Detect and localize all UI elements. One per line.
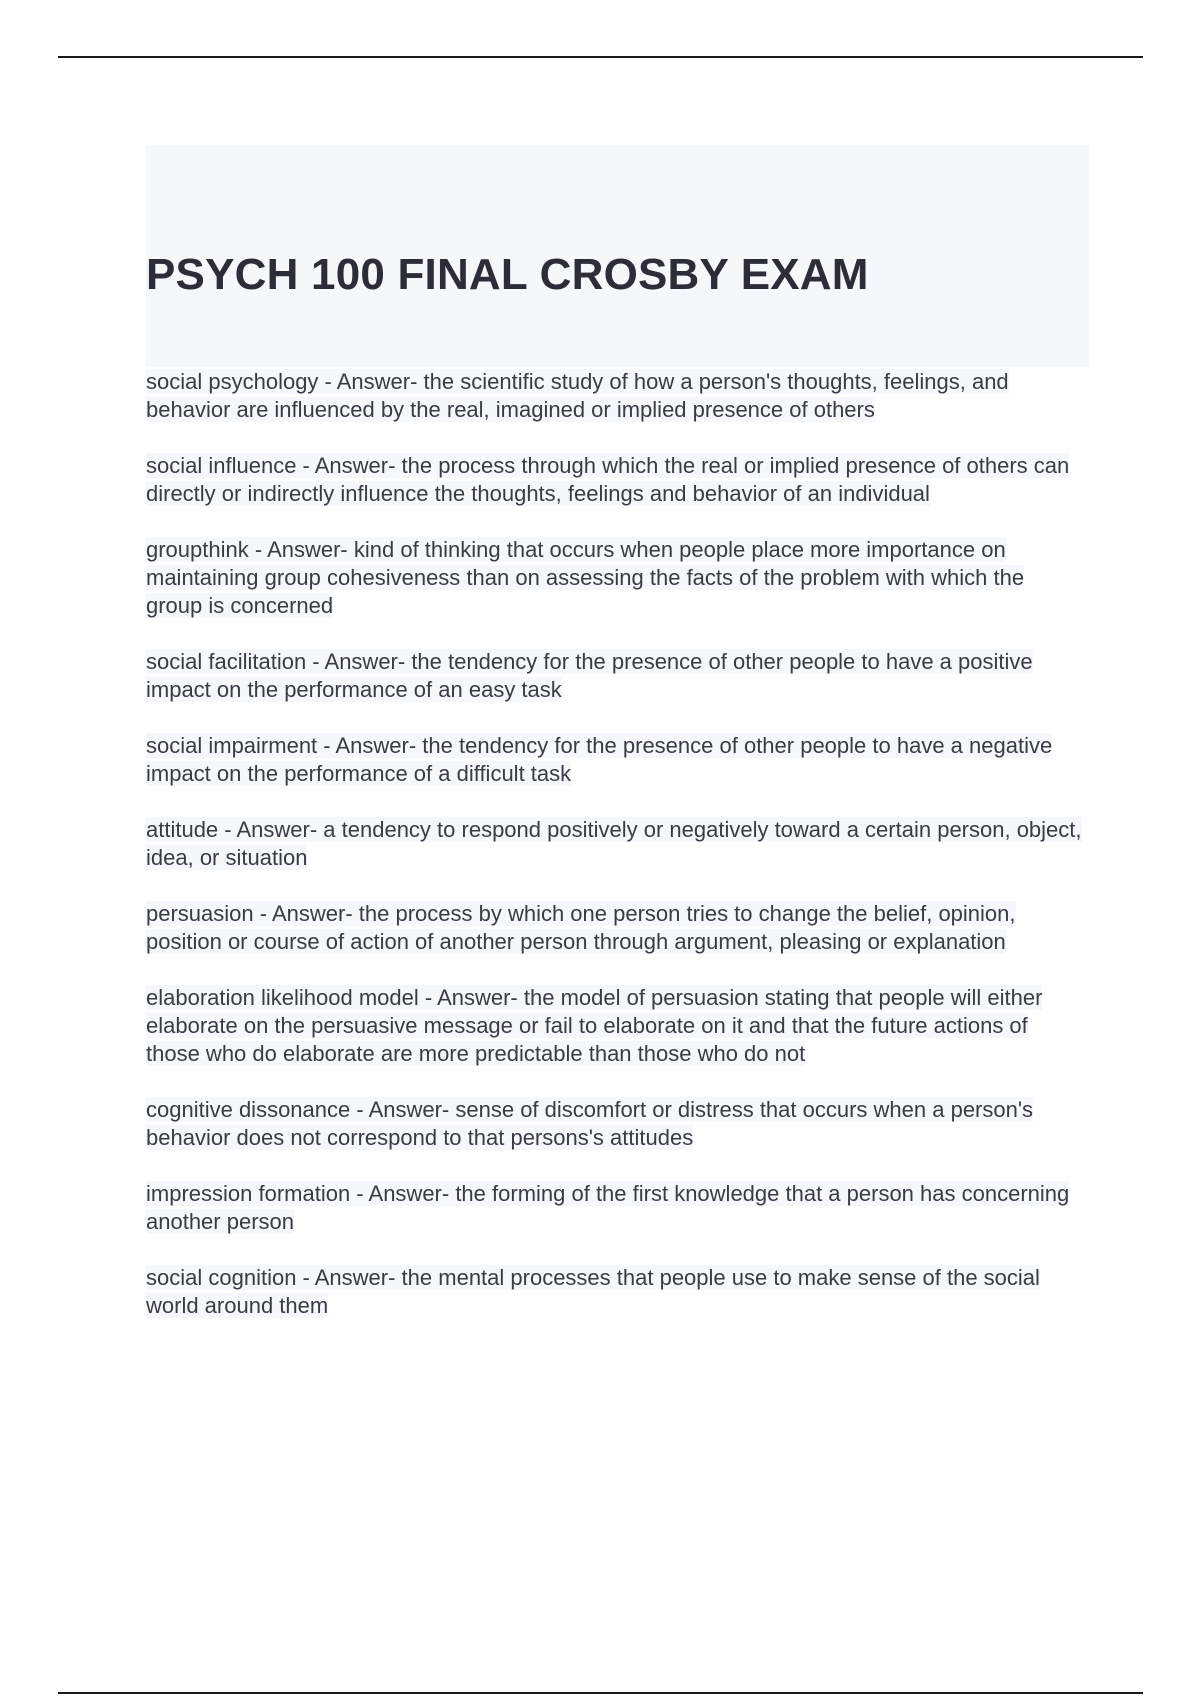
term-text: elaboration likelihood model - Answer- the model of persuasion stating that people will either elaborate on the persuasive message or fail to elaborate on it and that the future actions of those who do elaborate are more predictable than those who do not [146,985,1043,1066]
term-item [146,536,1086,620]
term-text: social psychology - Answer- the scientific study of how a person's thoughts, feelings, and behavior are influenced by the real, imagined or implied presence of others [146,369,1009,422]
term-text: attitude - Answer- a tendency to respond positively or negatively toward a certain person, object, idea, or situation [146,817,1082,870]
term-item [146,1180,1086,1236]
term-list [146,368,1086,1348]
page-top-rule [58,56,1143,58]
term-item [146,732,1086,788]
term-item [146,816,1086,872]
term-item [146,984,1086,1068]
term-text: impression formation - Answer- the forming of the first knowledge that a person has concerning another person [146,1181,1070,1234]
term-text: persuasion - Answer- the process by which one person tries to change the belief, opinion, position or course of action of another person through argument, pleasing or explanation [146,901,1016,954]
term-text: social influence - Answer- the process through which the real or implied presence of others can directly or indirectly influence the thoughts, feelings and behavior of an individual [146,453,1070,506]
page-bottom-rule [58,1692,1143,1694]
term-item [146,368,1086,424]
document-title: PSYCH 100 FINAL CROSBY EXAM [146,250,869,299]
title-block [146,145,1089,367]
term-text: social facilitation - Answer- the tendency for the presence of other people to have a positive impact on the performance of an easy task [146,649,1033,702]
term-item [146,452,1086,508]
term-item [146,648,1086,704]
term-text: groupthink - Answer- kind of thinking that occurs when people place more importance on maintaining group cohesiveness than on assessing the facts of the problem with which the group is concerned [146,537,1025,618]
term-text: social impairment - Answer- the tendency for the presence of other people to have a negative impact on the performance of a difficult task [146,733,1053,786]
term-item [146,900,1086,956]
term-item [146,1096,1086,1152]
term-text: social cognition - Answer- the mental processes that people use to make sense of the social world around them [146,1265,1040,1318]
term-item [146,1264,1086,1320]
term-text: cognitive dissonance - Answer- sense of discomfort or distress that occurs when a person's behavior does not correspond to that persons's attitudes [146,1097,1034,1150]
